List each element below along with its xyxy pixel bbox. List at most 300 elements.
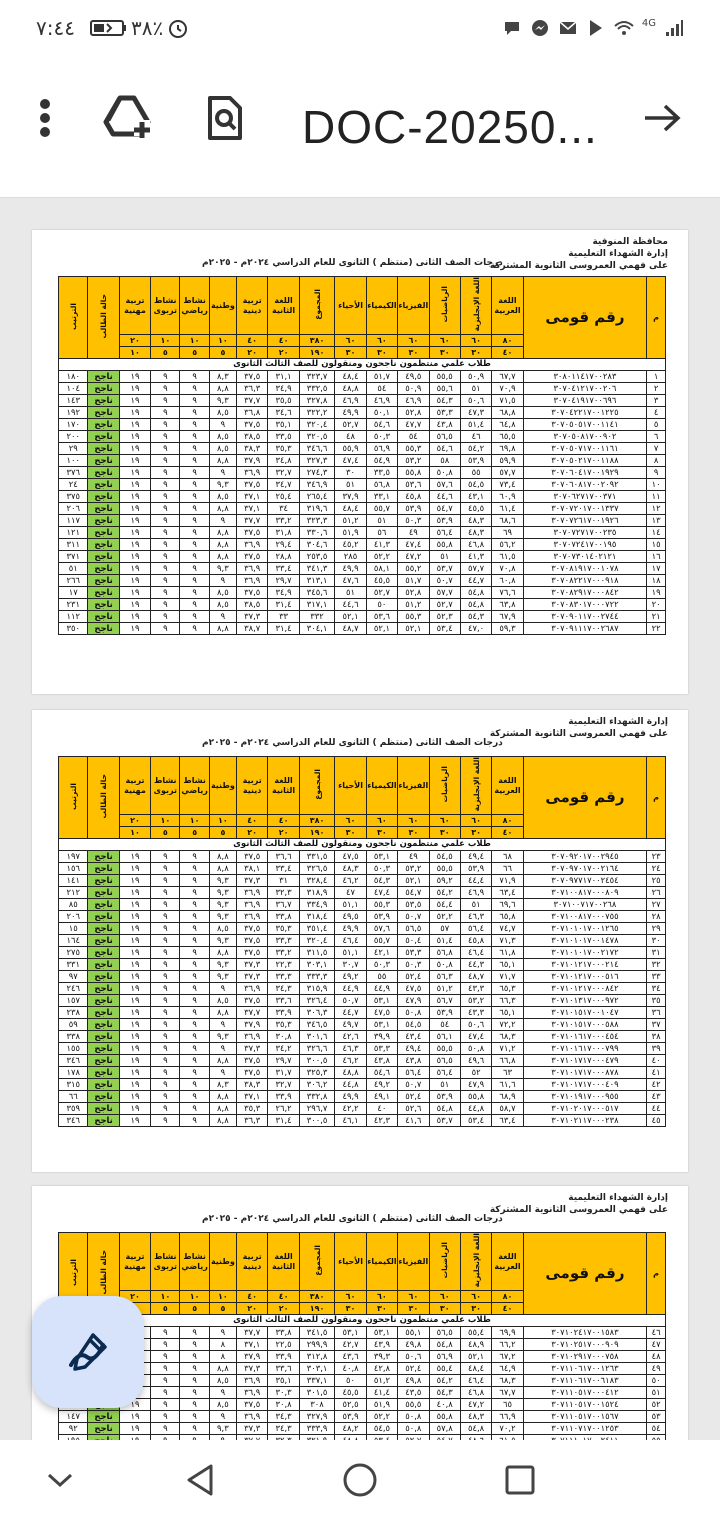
- col-activity-cell: ٩: [151, 587, 180, 599]
- col-status-cell: ناجح: [88, 515, 119, 527]
- battery-percent: ٣٨٪: [130, 16, 164, 40]
- col-english-cell: ٤٨,٣: [460, 1411, 491, 1423]
- grades-title: درجات الصف الثانى (منتظم ) الثانوى للعام الدراسي ٢٠٢٤م - ٢٠٢٥م: [202, 1214, 503, 1224]
- col-vocational-cell: ١٩: [119, 371, 150, 383]
- col-national-id-cell: ٣٠٧٠٥٠٢١٧٠٠١١٨٨: [523, 455, 646, 467]
- col-national-id-cell: ٣٠٧١١٠٦١٧٠٠٦١٨٣: [523, 1375, 646, 1387]
- col-status-cell: ناجح: [88, 875, 119, 887]
- col-religion-cell: ٣٧,٣: [236, 1423, 267, 1435]
- col-total-cell: ٣١٣,١: [299, 575, 335, 587]
- col-activity-cell: ٩: [151, 1399, 180, 1411]
- col-citizenship-cell: ٩,٣: [209, 395, 236, 407]
- col-biology-cell: ٤٩,٧: [335, 1019, 366, 1031]
- col-religion-cell: ٣٧,٧: [236, 1007, 267, 1019]
- col-rank-cell: ٣٥٩: [59, 1103, 88, 1115]
- col-citizenship-cell: ٨,٥: [209, 923, 236, 935]
- col-chemistry-cell: ٤٢,١: [366, 947, 397, 959]
- col-english-cell: ٥٣,٩: [460, 455, 491, 467]
- school-header-line: على فهمي العمروسى الثانوية المشتركة: [489, 1205, 668, 1215]
- col-math-cell: ٥٢,٣: [429, 611, 460, 623]
- col-index-cell: ٢١: [647, 611, 666, 623]
- column-header-label: اللغة العربية: [494, 295, 521, 315]
- min-mark-cell: ٣٠: [460, 1303, 491, 1315]
- col-arabic-cell: ٦٤,٩: [492, 1363, 523, 1375]
- col-biology-cell: ٣٠,٧: [335, 959, 366, 971]
- col-arabic-cell: ٦٨,٨: [492, 407, 523, 419]
- col-math-header: [429, 277, 460, 335]
- max-mark-cell: ٣٨٠: [299, 335, 335, 347]
- col-national-id-cell: ٣٠٧١٠١٧١٧٠٠٠٨٧٨: [523, 1067, 646, 1079]
- col-total-cell: ٣١١,٥: [299, 947, 335, 959]
- col-arabic-cell: ٧١,٢: [492, 1043, 523, 1055]
- min-mark-cell: ٥: [209, 1303, 236, 1315]
- student-row: [59, 395, 666, 407]
- col-activity-cell: ٩: [151, 995, 180, 1007]
- col-math-cell: ٥٤,٣: [429, 1387, 460, 1399]
- max-mark-cell: ٨٠: [492, 335, 523, 347]
- column-header-label: م: [653, 312, 660, 322]
- student-row: [59, 467, 666, 479]
- col-second-language-cell: ٣٢,٧: [268, 1079, 299, 1091]
- col-index-cell: ٩: [647, 467, 666, 479]
- col-second-language-cell: ٢٩,٧: [268, 1055, 299, 1067]
- max-mark-cell: ٤٠: [268, 335, 299, 347]
- col-biology-cell: ٥١: [335, 587, 366, 599]
- col-sports-cell: ٩: [180, 947, 209, 959]
- max-mark-cell: ١٠: [180, 1291, 209, 1303]
- col-arabic-header: [492, 757, 523, 815]
- col-second-language-cell: ٣٢,٣: [268, 887, 299, 899]
- col-chemistry-cell: ٤٣,٨: [366, 1055, 397, 1067]
- col-activity-cell: ٩: [151, 1019, 180, 1031]
- col-physics-cell: ٤٧,٥: [398, 983, 429, 995]
- col-index-cell: ٤٩: [647, 1363, 666, 1375]
- col-national-id-cell: ٣٠٧١١٠٥١٧٠٠٠٤١٢: [523, 1387, 646, 1399]
- back-button[interactable]: [180, 1460, 220, 1500]
- system-navigation-bar: [0, 1440, 720, 1520]
- document-viewer[interactable]: [0, 198, 720, 1440]
- col-status-cell: ناجح: [88, 479, 119, 491]
- col-religion-cell: ٣٧,٥: [236, 551, 267, 563]
- col-index-cell: ٧: [647, 443, 666, 455]
- col-index-cell: ٣٩: [647, 1043, 666, 1055]
- col-math-cell: ٥٦,٤: [429, 527, 460, 539]
- column-header-label: رقم قومى: [545, 1264, 625, 1283]
- col-sports-header: [180, 1233, 209, 1291]
- col-status-cell: ناجح: [88, 1103, 119, 1115]
- column-header-label: اللغة العربية: [494, 1251, 521, 1271]
- col-math-cell: ٥٥,٤: [429, 1363, 460, 1375]
- col-sports-cell: ٩: [180, 863, 209, 875]
- col-religion-cell: ٣٧,٥: [236, 1067, 267, 1079]
- col-index-cell: ٣٢: [647, 959, 666, 971]
- col-sports-cell: ٩: [180, 539, 209, 551]
- col-second-language-cell: ٣١,٨: [268, 527, 299, 539]
- col-religion-cell: ٣٧,٣: [236, 959, 267, 971]
- col-citizenship-cell: ٨,٨: [209, 1363, 236, 1375]
- col-national-id-cell: ٣٠٧١٠٢٠١٧٠٠٠٥١٧: [523, 1103, 646, 1115]
- column-header-label: تربية مهنية: [124, 1251, 146, 1271]
- col-total-cell: ٣٢٧,٣: [299, 455, 335, 467]
- col-index-cell: ٢٢: [647, 623, 666, 635]
- recent-apps-button[interactable]: [500, 1460, 540, 1500]
- col-index-cell: ٢٥: [647, 875, 666, 887]
- max-mark-cell: ٦٠: [335, 1291, 366, 1303]
- col-rank-cell: ١٧٠: [59, 419, 88, 431]
- col-vocational-cell: ١٩: [119, 1055, 150, 1067]
- col-citizenship-cell: ٩: [209, 467, 236, 479]
- col-status-cell: ناجح: [88, 1411, 119, 1423]
- col-vocational-cell: ١٩: [119, 851, 150, 863]
- col-national-id-cell: ٣٠٧١٠١٥١٧٠٠٠٥٨٨: [523, 1019, 646, 1031]
- col-activity-cell: ٩: [151, 371, 180, 383]
- col-total-cell: ٣٤٦,٦: [299, 443, 335, 455]
- recents-square-icon: [504, 1464, 536, 1496]
- col-math-cell: ٥٧,٨: [429, 1423, 460, 1435]
- col-english-header: [460, 277, 491, 335]
- col-chemistry-cell: ٥٤,٩: [366, 455, 397, 467]
- col-vocational-cell: ١٩: [119, 1411, 150, 1423]
- section-band: طلاب علمي منتظمون ناجحون ومنقولون للصف الثالث الثانوى: [59, 839, 666, 851]
- col-national-id-cell: ٣٠٧١٠١٧١٧٠٠٠٤٧٩: [523, 1055, 646, 1067]
- col-status-cell: ناجح: [88, 1115, 119, 1127]
- col-status-cell: ناجح: [88, 1007, 119, 1019]
- col-english-cell: ٥٥,٤: [460, 1327, 491, 1339]
- find-in-document-button[interactable]: [202, 94, 246, 142]
- col-second-language-cell: ٣٣,٢: [268, 515, 299, 527]
- col-sports-cell: ٩: [180, 911, 209, 923]
- col-sports-cell: ٩: [180, 1115, 209, 1127]
- col-index-cell: ٤٣: [647, 1091, 666, 1103]
- col-english-cell: ٤٧,٩: [460, 1079, 491, 1091]
- col-sports-cell: ٩: [180, 563, 209, 575]
- col-biology-cell: ٥١,١: [335, 947, 366, 959]
- max-mark-cell: ٦٠: [335, 815, 366, 827]
- min-mark-cell: ٥: [209, 347, 236, 359]
- col-national-id-cell: ٣٠٧١٠٢٩١٧٠٠٠٧٥٨: [523, 1351, 646, 1363]
- col-biology-cell: ٤٨,٨: [335, 1067, 366, 1079]
- col-second-language-cell: ٣٤,٦: [268, 407, 299, 419]
- col-sports-cell: ٩: [180, 407, 209, 419]
- col-english-cell: ٥٥: [460, 467, 491, 479]
- col-status-cell: ناجح: [88, 1031, 119, 1043]
- col-vocational-cell: ١٩: [119, 1103, 150, 1115]
- column-header-label: المجموع: [312, 1244, 322, 1276]
- col-national-id-cell: ٣٠٧١١٠٥١٧٠٠١٥٢٤: [523, 1399, 646, 1411]
- add-to-drive-button[interactable]: [104, 94, 152, 142]
- min-mark-cell: ٣٠: [460, 347, 491, 359]
- col-biology-cell: ٤٢,٧: [335, 1339, 366, 1351]
- col-activity-cell: ٩: [151, 1387, 180, 1399]
- col-english-cell: ٥٤,٨: [460, 1423, 491, 1435]
- hide-keyboard-button[interactable]: [40, 1460, 80, 1500]
- student-row: [59, 1351, 666, 1363]
- column-header-label: رقم قومى: [545, 788, 625, 807]
- col-chemistry-cell: ٥٣,٣: [366, 1043, 397, 1055]
- col-english-header: [460, 1233, 491, 1291]
- col-physics-cell: ٤٩: [398, 851, 429, 863]
- col-index-cell: ١٥: [647, 539, 666, 551]
- col-activity-cell: ٩: [151, 1055, 180, 1067]
- col-activity-cell: ٩: [151, 479, 180, 491]
- col-english-cell: ٥١,٤: [460, 419, 491, 431]
- col-total-cell: ٣٤٥,٦: [299, 587, 335, 599]
- col-citizenship-cell: ٨,٥: [209, 587, 236, 599]
- col-arabic-cell: ٦٨,٣: [492, 1375, 523, 1387]
- col-citizenship-cell: ٩,٣: [209, 935, 236, 947]
- col-status-cell: ناجح: [88, 1055, 119, 1067]
- student-row: [59, 1115, 666, 1127]
- col-activity-cell: ٩: [151, 863, 180, 875]
- col-arabic-cell: ٥٦,٢: [492, 539, 523, 551]
- col-arabic-cell: ٧١,٥: [492, 395, 523, 407]
- col-chemistry-cell: ٥٣,١: [366, 851, 397, 863]
- col-biology-cell: ٤٦,٢: [335, 875, 366, 887]
- col-religion-cell: ٣٧,١: [236, 1091, 267, 1103]
- more-options-button[interactable]: [28, 96, 62, 140]
- col-status-cell: ناجح: [88, 1091, 119, 1103]
- col-total-cell: ٢٩٩,٩: [299, 1339, 335, 1351]
- min-mark-cell: ٤٠: [492, 1303, 523, 1315]
- col-english-cell: ٤٣,١: [460, 491, 491, 503]
- col-physics-cell: ٥٥,١: [398, 1327, 429, 1339]
- col-activity-cell: ٩: [151, 947, 180, 959]
- col-vocational-cell: ١٩: [119, 479, 150, 491]
- col-status-cell: ناجح: [88, 1067, 119, 1079]
- edit-annotate-button[interactable]: [32, 1296, 144, 1408]
- student-row: [59, 587, 666, 599]
- col-total-cell: ٣٣٠,٦: [299, 527, 335, 539]
- min-mark-cell: ٥: [151, 827, 180, 839]
- col-english-cell: ٥٣,٤: [460, 1115, 491, 1127]
- col-arabic-cell: ٦٥,٥: [492, 431, 523, 443]
- home-circle-icon: [342, 1462, 378, 1498]
- col-national-id-cell: ٣٠٨٠١١٤١٧٠٠٢٨٣: [523, 371, 646, 383]
- col-second-language-cell: ٣١,١: [268, 371, 299, 383]
- col-citizenship-cell: ٩: [209, 983, 236, 995]
- col-chemistry-cell: ٥٣,٩: [366, 911, 397, 923]
- col-total-cell: ٣١٢,٨: [299, 1351, 335, 1363]
- col-second-language-cell: ٣٣,٨: [268, 911, 299, 923]
- col-physics-cell: ٥٥,٢: [398, 563, 429, 575]
- col-chemistry-cell: ٥٢,٢: [366, 1411, 397, 1423]
- column-header-label: اللغة الثانية: [272, 1251, 296, 1271]
- col-arabic-cell: ٦٨,٦: [492, 515, 523, 527]
- col-math-cell: ٥١: [429, 551, 460, 563]
- col-english-cell: ٤٦: [460, 431, 491, 443]
- col-math-cell: ٥٥,٥: [429, 863, 460, 875]
- col-math-cell: ٥٤,٢: [429, 1375, 460, 1387]
- col-total-cell: ٣٢٠,٥: [299, 431, 335, 443]
- col-national-id-cell: ٣٠٧٠٧٢٧١٧٠٠٢٣٥: [523, 527, 646, 539]
- col-math-cell: ٥٣,٧: [429, 1115, 460, 1127]
- col-activity-cell: ٩: [151, 1007, 180, 1019]
- col-citizenship-cell: ٩,٣: [209, 1031, 236, 1043]
- col-sports-cell: ٩: [180, 395, 209, 407]
- col-chemistry-cell: ٣٣,٥: [366, 467, 397, 479]
- col-total-cell: ٣٣٧,١: [299, 1375, 335, 1387]
- col-index-cell: ١١: [647, 491, 666, 503]
- signal-icon: [664, 18, 684, 38]
- min-mark-cell: ٣٠: [335, 347, 366, 359]
- col-english-cell: ٥٠,٨: [460, 1043, 491, 1055]
- col-arabic-header: [492, 1233, 523, 1291]
- min-mark-cell: ١٠: [119, 827, 150, 839]
- col-chemistry-cell: ٥٣,١: [366, 995, 397, 1007]
- home-button[interactable]: [340, 1460, 380, 1500]
- col-english-cell: ٥٤,٥: [460, 479, 491, 491]
- col-chemistry-cell: ٥٢,١: [366, 623, 397, 635]
- col-index-cell: ٨: [647, 455, 666, 467]
- col-activity-cell: ٩: [151, 1043, 180, 1055]
- min-mark-cell: ٢٠: [236, 347, 267, 359]
- col-citizenship-cell: ٩: [209, 611, 236, 623]
- col-second-language-cell: ٣٣,٦: [268, 995, 299, 1007]
- col-total-cell: ٣٠٣,١: [299, 959, 335, 971]
- page-header: [32, 1186, 688, 1228]
- col-math-cell: ٥٤,٦: [429, 443, 460, 455]
- col-vocational-cell: ١٩: [119, 551, 150, 563]
- col-arabic-cell: ٦٣,٤: [492, 1115, 523, 1127]
- col-total-header: [299, 757, 335, 815]
- col-index-cell: ٤٠: [647, 1055, 666, 1067]
- col-physics-cell: ٥٢,٨: [398, 587, 429, 599]
- col-second-language-cell: ٣٣,٩: [268, 1007, 299, 1019]
- col-national-id-cell: ٣٠٧٠٨٣٠١٧٠٠٠٧٢٢: [523, 599, 646, 611]
- col-physics-cell: ٥٦,٥: [398, 923, 429, 935]
- col-math-cell: ٥٥,٨: [429, 1411, 460, 1423]
- col-sports-cell: ٩: [180, 1327, 209, 1339]
- min-mark-cell: ١٩٠: [299, 347, 335, 359]
- max-mark-cell: ١٠: [151, 335, 180, 347]
- col-biology-header: [335, 757, 366, 815]
- col-status-cell: ناجح: [88, 407, 119, 419]
- col-religion-cell: ٣٨,٣: [236, 1079, 267, 1091]
- col-total-cell: ٣١٨,٤: [299, 911, 335, 923]
- open-with-button[interactable]: [640, 96, 684, 140]
- col-math-cell: ٥٤,٨: [429, 1103, 460, 1115]
- document-title: DOC-20250...: [302, 101, 598, 153]
- min-mark-cell: ٤٠: [492, 347, 523, 359]
- col-activity-cell: ٩: [151, 383, 180, 395]
- col-arabic-cell: ٦٥,١: [492, 1007, 523, 1019]
- col-math-cell: ٤٤,٦: [429, 491, 460, 503]
- col-sports-cell: ٩: [180, 887, 209, 899]
- col-rank-cell: ٣٧١: [59, 551, 88, 563]
- arrow-forward-icon: [643, 103, 681, 133]
- col-index-cell: ٣٧: [647, 1019, 666, 1031]
- col-physics-header: [398, 1233, 429, 1291]
- col-national-id-cell: ٣٠٧٠٥٠٧١٧٠٠١١٦١: [523, 443, 646, 455]
- max-mark-cell: ١٠: [180, 815, 209, 827]
- student-row: [59, 575, 666, 587]
- col-physics-cell: ٥٠,٦: [398, 1351, 429, 1363]
- col-index-cell: ١٩: [647, 587, 666, 599]
- col-national-id-cell: ٣٠٧٠٩٠١١٧٠٠٢٧٤٤: [523, 611, 646, 623]
- col-total-cell: ٣٢٧,٩: [299, 1411, 335, 1423]
- student-row: [59, 563, 666, 575]
- col-citizenship-cell: ٨,٨: [209, 1115, 236, 1127]
- col-national-id-cell: ٣٠٧٠٦٠٤١٧٠٠١٩٢٩: [523, 467, 646, 479]
- col-biology-cell: ٤٩,٢: [335, 971, 366, 983]
- min-mark-cell: ٢٠: [236, 827, 267, 839]
- col-sports-cell: ٩: [180, 575, 209, 587]
- col-activity-cell: ٩: [151, 911, 180, 923]
- col-vocational-cell: ١٩: [119, 503, 150, 515]
- col-index-cell: ٣٣: [647, 971, 666, 983]
- max-mark-cell: ٤٠: [268, 815, 299, 827]
- col-religion-cell: ٣٧,٥: [236, 587, 267, 599]
- col-activity-header: [151, 1233, 180, 1291]
- col-national-id-cell: ٣٠٧١١٠٦١٧٠٠١٢٦٣: [523, 1363, 646, 1375]
- col-arabic-cell: ٧٦,٦: [492, 587, 523, 599]
- col-sports-cell: ٩: [180, 851, 209, 863]
- col-status-cell: ناجح: [88, 419, 119, 431]
- col-arabic-cell: ٦٠,٩: [492, 491, 523, 503]
- col-vocational-cell: ١٩: [119, 935, 150, 947]
- col-chemistry-cell: ٥٥: [366, 971, 397, 983]
- col-sports-cell: ٩: [180, 467, 209, 479]
- col-chemistry-cell: ٥٠,١: [366, 407, 397, 419]
- col-sports-cell: ٩: [180, 587, 209, 599]
- col-total-cell: ٣١٥,٩: [299, 983, 335, 995]
- col-status-cell: ناجح: [88, 611, 119, 623]
- col-status-cell: ناجح: [88, 971, 119, 983]
- student-row: [59, 371, 666, 383]
- col-biology-cell: ٥١,٩: [335, 527, 366, 539]
- student-row: [59, 1067, 666, 1079]
- column-header-label: الرياضيات: [440, 766, 450, 803]
- col-second-language-cell: ٣٤,٨: [268, 455, 299, 467]
- col-status-header: [88, 277, 119, 359]
- col-religion-cell: ٣٧,٥: [236, 479, 267, 491]
- max-mark-cell: ٤٠: [236, 335, 267, 347]
- col-religion-cell: ٣٧,١: [236, 503, 267, 515]
- col-total-cell: ٣٠٨: [299, 1399, 335, 1411]
- col-sports-cell: ٩: [180, 983, 209, 995]
- col-national-id-cell: ٣٠٧١٠١٩١٧٠٠٠٩٥٥: [523, 1091, 646, 1103]
- col-physics-cell: ٥٣,٢: [398, 455, 429, 467]
- column-header-label: الرياضيات: [440, 1242, 450, 1279]
- col-physics-cell: ٥٠,٣: [398, 959, 429, 971]
- col-activity-cell: ٩: [151, 1031, 180, 1043]
- col-sports-cell: ٩: [180, 995, 209, 1007]
- col-index-header: [647, 757, 666, 839]
- col-religion-cell: ٣٦,٩: [236, 899, 267, 911]
- student-row: [59, 947, 666, 959]
- document-page: [32, 230, 688, 694]
- col-english-cell: ٤٦,٨: [460, 539, 491, 551]
- col-math-header: [429, 1233, 460, 1291]
- col-sports-cell: ٩: [180, 371, 209, 383]
- column-header-label: اللغة الثانية: [272, 295, 296, 315]
- col-status-cell: ناجح: [88, 539, 119, 551]
- col-second-language-cell: ٣٥,١: [268, 419, 299, 431]
- col-biology-cell: ٢٨٥: [335, 551, 366, 563]
- col-citizenship-cell: ٨,٨: [209, 851, 236, 863]
- col-total-cell: ٢٩٦,٧: [299, 1103, 335, 1115]
- col-index-cell: ٢٠: [647, 599, 666, 611]
- col-total-cell: ٣٤٦,٥: [299, 1019, 335, 1031]
- col-sports-cell: ٩: [180, 443, 209, 455]
- col-activity-cell: ٩: [151, 1339, 180, 1351]
- column-header-label: المجموع: [312, 768, 322, 800]
- col-citizenship-cell: ٩: [209, 515, 236, 527]
- student-row: [59, 887, 666, 899]
- col-citizenship-cell: ٩: [209, 1411, 236, 1423]
- col-citizenship-cell: ٩,٣: [209, 563, 236, 575]
- col-rank-cell: ٥٩: [59, 1019, 88, 1031]
